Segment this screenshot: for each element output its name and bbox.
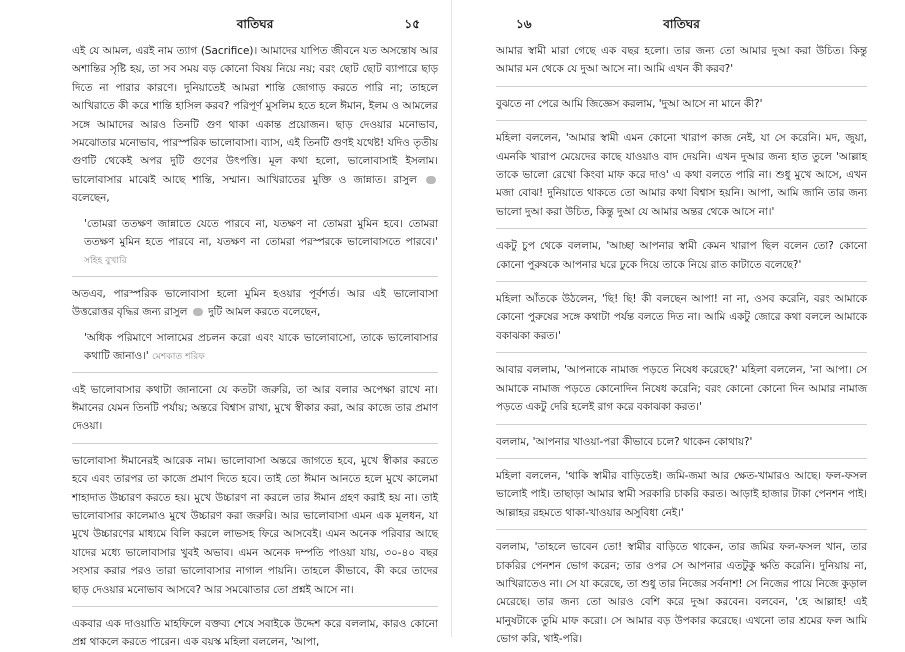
- quote-source: সহিহ বুখারি: [84, 255, 127, 267]
- paragraph: [72, 42, 438, 208]
- quote-text: 'তোমরা ততক্ষণ জান্নাতে যেতে পারবে না, যতক্ষণ না তোমরা মুমিন হবে। তোমরা ততক্ষণ মুমিন হতে পারবে না, যতক্ষণ না তোমরা পরস্পরকে ভালোবাসতে পারবে।': [84, 217, 438, 249]
- paragraph: মহিলা বললেন, 'থাকি স্বামীর বাড়িতেই। জমি-জমা আর ক্ষেত-খামারও আছে। ফল-ফসল ভালোই পাই। তাছাড়া আমার স্বামী সরকারি চাকরি করত। আড়াই হাজার টাকা পেনশন পাই। আল্লাহর রহমতে থাকা-খাওয়ার অসুবিধা নেই।': [496, 469, 867, 519]
- paragraph: মহিলা বললেন, 'আমার স্বামী এমন কোনো খারাপ কাজ নেই, যা সে করেনি। মদ, জুয়া, এমনকি খারাপ মেয়েদের কাছে যাওয়াও বাদ দেয়নি। এখন দুআর জন্য হাত তুলে 'আল্লাহ তাকে ভালো রেখো কিংবা মাফ করে দাও' এ কথা বলতে পারি না। শুধু মুখে আসে, এখন মজা বোঝ! দুনিয়াতে থাকতে তো আমার কথা বিশ্বাস হয়নি। আপা, আমি জানি তার জন্য ভালো দুআ করা উচিত, কিন্তু দুআ যে আমার অন্তর থেকে আসে না।': [496, 132, 867, 218]
- section-divider: [496, 424, 867, 425]
- paragraph: বললাম, 'তাহলে ভাবেন তো! স্বামীর বাড়িতে থাকেন, তার জমির ফল-ফসল খান, তার চাকরির পেনশন ভোগ করেন; তার ওপর সে আপনার এতটুকু ক্ষতি করেনি। দুনিয়ায় না, আখিরাতেও না। সে যা করেছে, তা শুধু তার নিজের সর্বনাশ! সে নিজের পায়ে নিজে কুড়াল মেরেছে। তার জন্য তো আরও বেশি করে দুআ করবেন। বলবেন, 'হে আল্লাহ! এই মানুষটাকে তুমি মাফ করো। সে আমার বড় উপকার করেছে। এখনো তার শ্রমের ফল আমি ভোগ করি, খাই-পরি।: [496, 541, 867, 646]
- salutation-icon: [426, 176, 436, 184]
- paragraph: বুঝতে না পেরে আমি জিজ্ঞেস করলাম, 'দুআ আসে না মানে কী?': [496, 97, 763, 110]
- paragraph: এই ভালোবাসার কথাটা জানানো যে কতটা জরুরি, তা আর বলার অপেক্ষা রাখে না। ঈমানের যেমন তিনটি পর্যায়; অন্তরে বিশ্বাস রাখা, মুখে স্বীকার করা, আর কাজে তার প্রমাণ দেওয়া।: [72, 383, 438, 433]
- paragraph: ভালোবাসা ঈমানেরই আরেক নাম। ভালোবাসা অন্তরে জাগতে হবে, মুখে স্বীকার করতে হবে এবং তারপর তা কাজে প্রমাণ দিতে হবে। তাই তো ঈমান আনতে হলে মুখে কালেমা শাহাদাত উচ্চারণ করতে হয়। মুখে উচ্চারণ না করলে তার ঈমান গ্রহণ করাই হয় না। তাই ভালোবাসার কালেমাও মুখে উচ্চারণ করা জরুরি। আর ভালোবাসা এমন এক মূলধন, যা মুখে উচ্চারণের মাধ্যমে বিলি করলে লাভসহ ফিরে আসবেই। এমন অনেক পরিবার আছে যাদের মধ্যে ভালোবাসার খুবই অভাব। এমন অনেক দম্পতি পাওয়া যায়, ৩০-৪০ বছর সংসার করার পরও তারা ভালোবাসার নাগাল পায়নি। তাহলে কীভাবে, কী করে তাদের ছাড় দেওয়ার মনোভাব আসবে? আর সমঝোতার তো প্রশ্নই আসে না।: [72, 454, 438, 596]
- left-page-header: [72, 14, 438, 34]
- paragraph: আবার বললাম, 'আপনাকে নামাজ পড়তে নিষেধ করেছে?' মহিলা বললেন, 'না আপা। সে আমাকে নামাজ পড়তে কোনোদিন নিষেধ করেনি; বরং কোনো কোনো দিন আমার নামাজ পড়তে একটু দেরি হলেই রাগ করে বকাঝকা করত।': [496, 364, 867, 414]
- page-number: ১৬: [516, 17, 532, 31]
- section-divider: [72, 276, 438, 277]
- paragraph: একটু চুপ থেকে বললাম, 'আচ্ছা আপনার স্বামী কেমন খারাপ ছিল বলেন তো? কোনো কোনো পুরুষকে আপনার ঘরে ঢুকে দিয়ে তাকে নিয়ে রাত কাটাতে বলেছে?': [496, 240, 867, 271]
- section-divider: [72, 606, 438, 607]
- paragraph: আমার স্বামী মারা গেছে এক বছর হলো। তার জন্য তো আমার দুআ করা উচিত। কিন্তু আমার মন থেকে যে দুআ আসে না। আমি এখন কী করব?': [496, 45, 867, 76]
- right-page: [452, 0, 905, 646]
- section-divider: [496, 86, 867, 87]
- section-divider: [496, 228, 867, 229]
- right-page-header: [496, 14, 867, 34]
- quote-text: 'অধিক পরিমাণে সালামের প্রচলন করো এবং যাকে ভালোবাসো, তাকে ভালোবাসার কথাটি জানাও।': [84, 331, 438, 363]
- left-page-body: [72, 42, 438, 652]
- paragraph: একবার এক দাওয়াতি মাহফিলে বক্তব্য শেষে সবাইকে উদ্দেশ করে বললাম, কারও কোনো প্রশ্ন থাকলে করতে পারেন। এক বয়স্ক মহিলা বললেন, 'আপা,: [72, 617, 438, 649]
- hadith-quote: [72, 215, 438, 271]
- paragraph-text: বলেছেন,: [72, 192, 110, 205]
- right-page-body: [496, 42, 867, 649]
- paragraph-text: দুটি আমল করতে বলেছেন,: [208, 306, 321, 319]
- running-title: বাতিঘর: [663, 17, 700, 31]
- quote-source: মেশকাত শরিফ: [152, 351, 206, 363]
- page-number: ১৫: [404, 17, 420, 31]
- left-page: [0, 0, 452, 649]
- section-divider: [496, 529, 867, 530]
- paragraph: মহিলা আঁতকে উঠলেন, 'ছি! ছি! কী বলছেন আপা! না না, ওসব করেনি, বরং আমাকে কোনো পুরুষের সঙ্গে কথাটা পর্যন্ত বলতে দিত না। আমি একটু জোরে কথা বললে আমাকে বকাঝকা করত।': [496, 293, 867, 342]
- section-divider: [496, 281, 867, 282]
- running-title: বাতিঘর: [236, 17, 274, 31]
- paragraph: বললাম, 'আপনার খাওয়া-পরা কীভাবে চলে? থাকেন কোথায়?': [496, 435, 753, 448]
- paragraph-text: অতএব, পারস্পরিক ভালোবাসা হলো মুমিন হওয়ার পূর্বশর্ত। আর এই ভালোবাসা উত্তরোত্তর বৃদ্ধির জন্য রাসুল: [72, 287, 438, 319]
- hadith-quote: [72, 329, 438, 367]
- paragraph-text: এই যে আমল, এরই নাম ত্যাগ (Sacrifice)। আমাদের যাপিত জীবনে যত অসন্তোষ আর অশান্তির সৃষ্টি হয়, তা সব সময় বড় কোনো বিষয় নিয়ে নয়; বরং ছোট ছোট ব্যাপারে ছাড় দিতে না পারার কারণে। দুনিয়াতেই আমরা শান্তি জোগাড় করতে পারি না; তাহলে আখিরাতে কী করে শান্তি হাসিল করব? পরিপূর্ণ মুসলিম হতে হলে ঈমান, ইলম ও আমলের সঙ্গে আমাদের আরও তিনটি গুণ থাকা একান্ত প্রয়োজন। ছাড় দেওয়ার মনোভাব, সমঝোতার মনোভাব, পারস্পরিক ভালোবাসা। ব্যাস, এই তিনটি গুণই যথেষ্ট! যদিও তৃতীয় গুণটি থেকেই অপর দুটি গুণের উৎপত্তি। মূল কথা হলো, ভালোবাসাই ইসলাম। ভালোবাসার মাঝেই আছে শান্তি, সম্মান। আখিরাতের মুক্তি ও জান্নাত। রাসুল: [72, 45, 438, 186]
- salutation-icon: [193, 308, 203, 316]
- paragraph: [72, 285, 438, 322]
- section-divider: [72, 372, 438, 373]
- section-divider: [496, 458, 867, 459]
- section-divider: [496, 352, 867, 353]
- section-divider: [496, 120, 867, 121]
- section-divider: [72, 443, 438, 444]
